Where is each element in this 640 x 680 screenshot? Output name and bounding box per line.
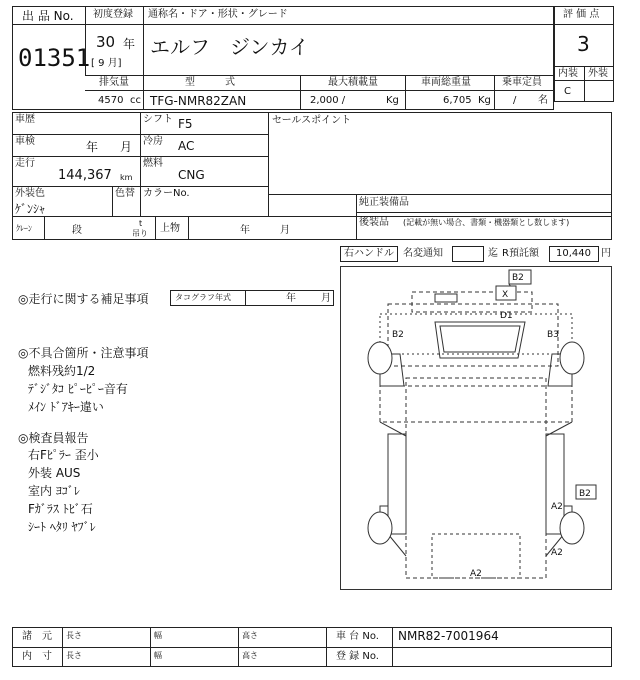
history-label: 車歴 (15, 114, 35, 125)
lot-number: 01351 (18, 44, 91, 72)
tacho-year: 年 (286, 293, 296, 304)
width-label: 幅 (154, 651, 162, 660)
mileage-label: 走行 (15, 158, 35, 169)
exterior-label: 外装 (588, 68, 608, 79)
score-label: 評 価 点 (563, 9, 600, 20)
tacho-month: 月 (321, 293, 331, 304)
defect-line: ﾃﾞｼﾞﾀｺ ﾋﾟｰﾋﾟｰ音有 (28, 382, 128, 396)
shift-value: F5 (178, 117, 193, 131)
odometer-suffix: 迄 (488, 248, 498, 259)
damage-mark: A2 (470, 569, 482, 579)
length-label: 長さ (66, 631, 82, 640)
spec-footer-label: 諸 元 (22, 631, 52, 642)
tacho-label: タコグラフ年式 (175, 293, 231, 302)
model-label: 型 式 (185, 77, 235, 88)
seats-label: 乗車定員 (502, 77, 542, 88)
wheel-rear-right (560, 512, 584, 544)
reg-month: [ 9 月] (91, 58, 122, 69)
inspector-title: ◎検査員報告 (18, 431, 89, 445)
width-label: 幅 (154, 631, 162, 640)
genuine-equipment-label: 純正装備品 (359, 197, 409, 208)
damage-mark: B2 (579, 489, 591, 499)
mileage-value: 144,367 (58, 168, 112, 183)
length-label: 長さ (66, 651, 82, 660)
weight-label: 車両総重量 (421, 77, 471, 88)
defect-line: 燃料残約1/2 (28, 364, 96, 378)
inspection-year: 年 (86, 140, 99, 154)
height-label: 高さ (242, 631, 258, 640)
ext-color-label: 外装色 (15, 188, 45, 199)
fuel-value: CNG (178, 168, 205, 182)
max-load-unit: Kg (386, 95, 399, 106)
inspection-label: 車検 (15, 136, 35, 147)
interior-dim-label: 内 寸 (22, 651, 52, 662)
aftermarket-note: (記載が無い場合、書類・機器類とし数します) (403, 218, 570, 227)
model-value: TFG-NMR82ZAN (150, 94, 247, 108)
seats-unit: 名 (538, 95, 548, 106)
name-label: 通称名・ドア・形状・グレード (148, 9, 288, 20)
cargo-year: 年 (240, 225, 250, 236)
inspection-month: 月 (120, 140, 133, 154)
cargo-label: 上物 (160, 223, 180, 234)
crane-label: ｸﾚｰﾝ (16, 224, 32, 233)
color-code-label: カラーNo. (143, 188, 190, 199)
mileage-unit: km (120, 173, 133, 182)
driving-notes-title: ◎走行に関する補足事項 (18, 292, 149, 306)
car-name: エルフ ジンカイ (150, 35, 309, 59)
crane-stages: 段 (72, 225, 82, 236)
damage-mark: B3 (547, 330, 559, 340)
damage-mark: B2 (392, 330, 404, 340)
right-hand-label: 右ハンドル (344, 248, 394, 259)
fuel-label: 燃料 (143, 158, 163, 169)
max-load-value: 2,000 / (310, 95, 346, 106)
damage-mark: A2 (551, 502, 563, 512)
shift-label: シフト (143, 114, 173, 125)
recycle-amount: 10,440 (556, 248, 591, 259)
height-label: 高さ (242, 651, 258, 660)
ac-value: AC (178, 139, 195, 153)
sales-point-label: セールスポイント (272, 115, 352, 126)
gross-weight-value: 6,705 (443, 95, 472, 106)
cc-unit: cc (130, 95, 141, 106)
wheel-front-left (368, 342, 392, 374)
vehicle-damage-diagram (340, 266, 612, 590)
interior-label: 内装 (558, 68, 578, 79)
defect-line: ﾒｲﾝ ﾄﾞｱｷｰ違い (28, 400, 104, 414)
recycle-label: R預託額 (502, 248, 539, 259)
damage-mark: B2 (512, 273, 524, 283)
reg-year-unit: 年 (123, 37, 136, 51)
inspector-line: 外装 AUS (28, 466, 81, 480)
chassis-number: NMR82-7001964 (398, 629, 499, 643)
inspector-line: ｼｰﾄ ﾍﾀﾘ ﾔﾌﾞﾚ (28, 520, 96, 534)
name-change-box (452, 246, 484, 262)
ac-label: 冷房 (143, 136, 163, 147)
ext-color-value: ｹﾞﾝｼｬ (15, 202, 46, 216)
registration-label: 登 録 No. (336, 651, 379, 662)
inspector-line: 室内 ﾖｺﾞﾚ (28, 484, 80, 498)
reg-year: 30 (96, 33, 116, 51)
name-change-label: 名変通知 (403, 248, 443, 259)
chassis-label: 車 台 No. (336, 631, 379, 642)
damage-mark: X (502, 290, 509, 300)
displacement-value: 4570 (98, 95, 124, 106)
inspector-line: 右Fﾋﾟﾗｰ 歪小 (28, 448, 99, 462)
crane-hang-label: 吊り (132, 229, 148, 238)
recycle-yen: 円 (601, 248, 611, 259)
defects-title: ◎不具合箇所・注意事項 (18, 346, 149, 360)
gross-weight-unit: Kg (478, 95, 491, 106)
cargo-month: 月 (280, 225, 290, 236)
score-value: 3 (577, 32, 590, 56)
color-change-label: 色替 (115, 188, 135, 199)
damage-mark: A2 (551, 548, 563, 558)
wheel-front-right (560, 342, 584, 374)
crane-tons: t (139, 219, 143, 228)
damage-mark: D1 (500, 311, 513, 321)
aftermarket-label: 後装品 (359, 217, 389, 228)
displacement-label: 排気量 (99, 77, 129, 88)
wheel-rear-left (368, 512, 392, 544)
seats-value: / (513, 95, 517, 106)
first-reg-label: 初度登録 (93, 9, 133, 20)
inspector-line: Fｶﾞﾗｽ ﾄﾋﾞ石 (28, 502, 93, 516)
lot-label: 出 品 No. (22, 9, 74, 23)
capacity-label: 最大積載量 (328, 77, 378, 88)
interior-grade: C (564, 86, 571, 97)
